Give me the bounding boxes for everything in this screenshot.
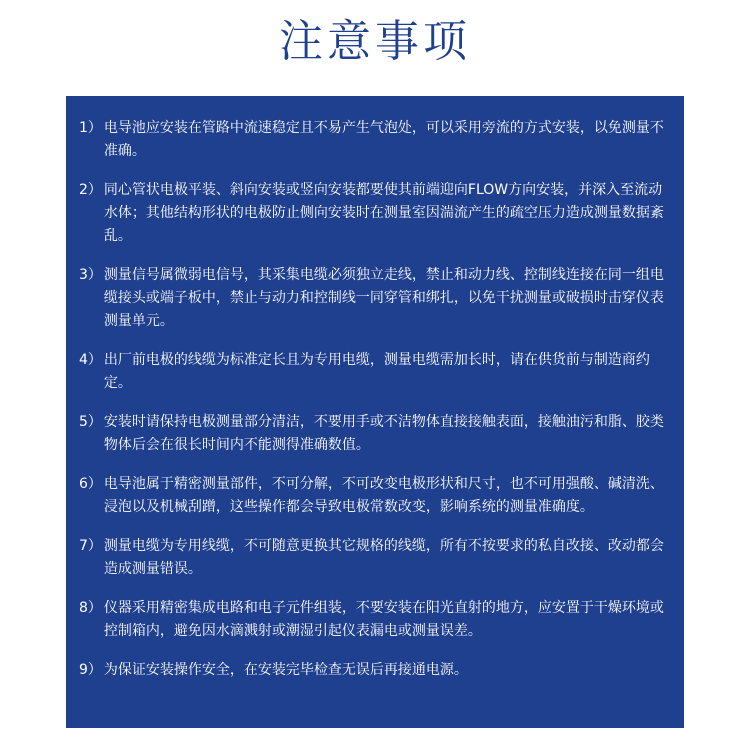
note-number: 5） [79,414,102,430]
note-text: 电导池应安装在管路中流速稳定且不易产生气泡处，可以采用旁流的方式安装，以免测量不准确。 [103,120,664,159]
note-item-6 [79,473,670,519]
note-item-4 [79,349,670,395]
note-number: 6） [79,476,102,492]
note-text: 仪器采用精密集成电路和电子元件组装，不要安装在阳光直射的地方，应安置于干燥环境或控制箱内，避免因水滴溅射或潮湿引起仪表漏电或测量误差。 [103,600,664,639]
note-text: 测量电缆为专用线缆，不可随意更换其它规格的线缆，所有不按要求的私自改接、改动都会造成测量错误。 [103,538,664,577]
page-title: 注意事项 [279,16,471,67]
note-text: 测量信号属微弱电信号，其采集电缆必须独立走线，禁止和动力线、控制线连接在同一组电缆接头或端子板中，禁止与动力和控制线一同穿管和绑扎，以免干扰测量或破损时击穿仪表测量单元。 [103,267,664,329]
note-number: 8） [79,600,102,616]
note-number: 4） [79,352,102,368]
note-number: 7） [79,538,102,554]
note-item-3 [79,264,670,333]
notes-panel [66,96,684,728]
note-text: 电导池属于精密测量部件，不可分解，不可改变电极形状和尺寸，也不可用强酸、碱清洗、浸泡以及机械刮蹭，这些操作都会导致电极常数改变，影响系统的测量准确度。 [103,476,664,515]
note-text: 为保证安装操作安全，在安装完毕检查无误后再接通电源。 [103,662,468,678]
note-item-2 [79,179,670,248]
note-number: 9） [79,662,102,678]
note-item-1 [79,117,670,163]
note-number: 3） [79,267,102,283]
note-item-9 [79,659,670,682]
note-number: 2） [79,182,102,198]
note-number: 1） [79,120,102,136]
note-item-5 [79,411,670,457]
note-text: 同心管状电极平装、斜向安装或竖向安装都要使其前端迎向FLOW方向安装，并深入至流动水体；其他结构形状的电极防止侧向安装时在测量室因湍流产生的疏空压力造成测量数据紊乱。 [103,182,664,244]
note-text: 安装时请保持电极测量部分清洁，不要用手或不洁物体直接接触表面，接触油污和脂、胶类物体后会在很长时间内不能测得准确数值。 [103,414,664,453]
note-text: 出厂前电极的线缆为标准定长且为专用电缆，测量电缆需加长时，请在供货前与制造商约定。 [103,352,650,391]
note-item-8 [79,597,670,643]
note-item-7 [79,535,670,581]
